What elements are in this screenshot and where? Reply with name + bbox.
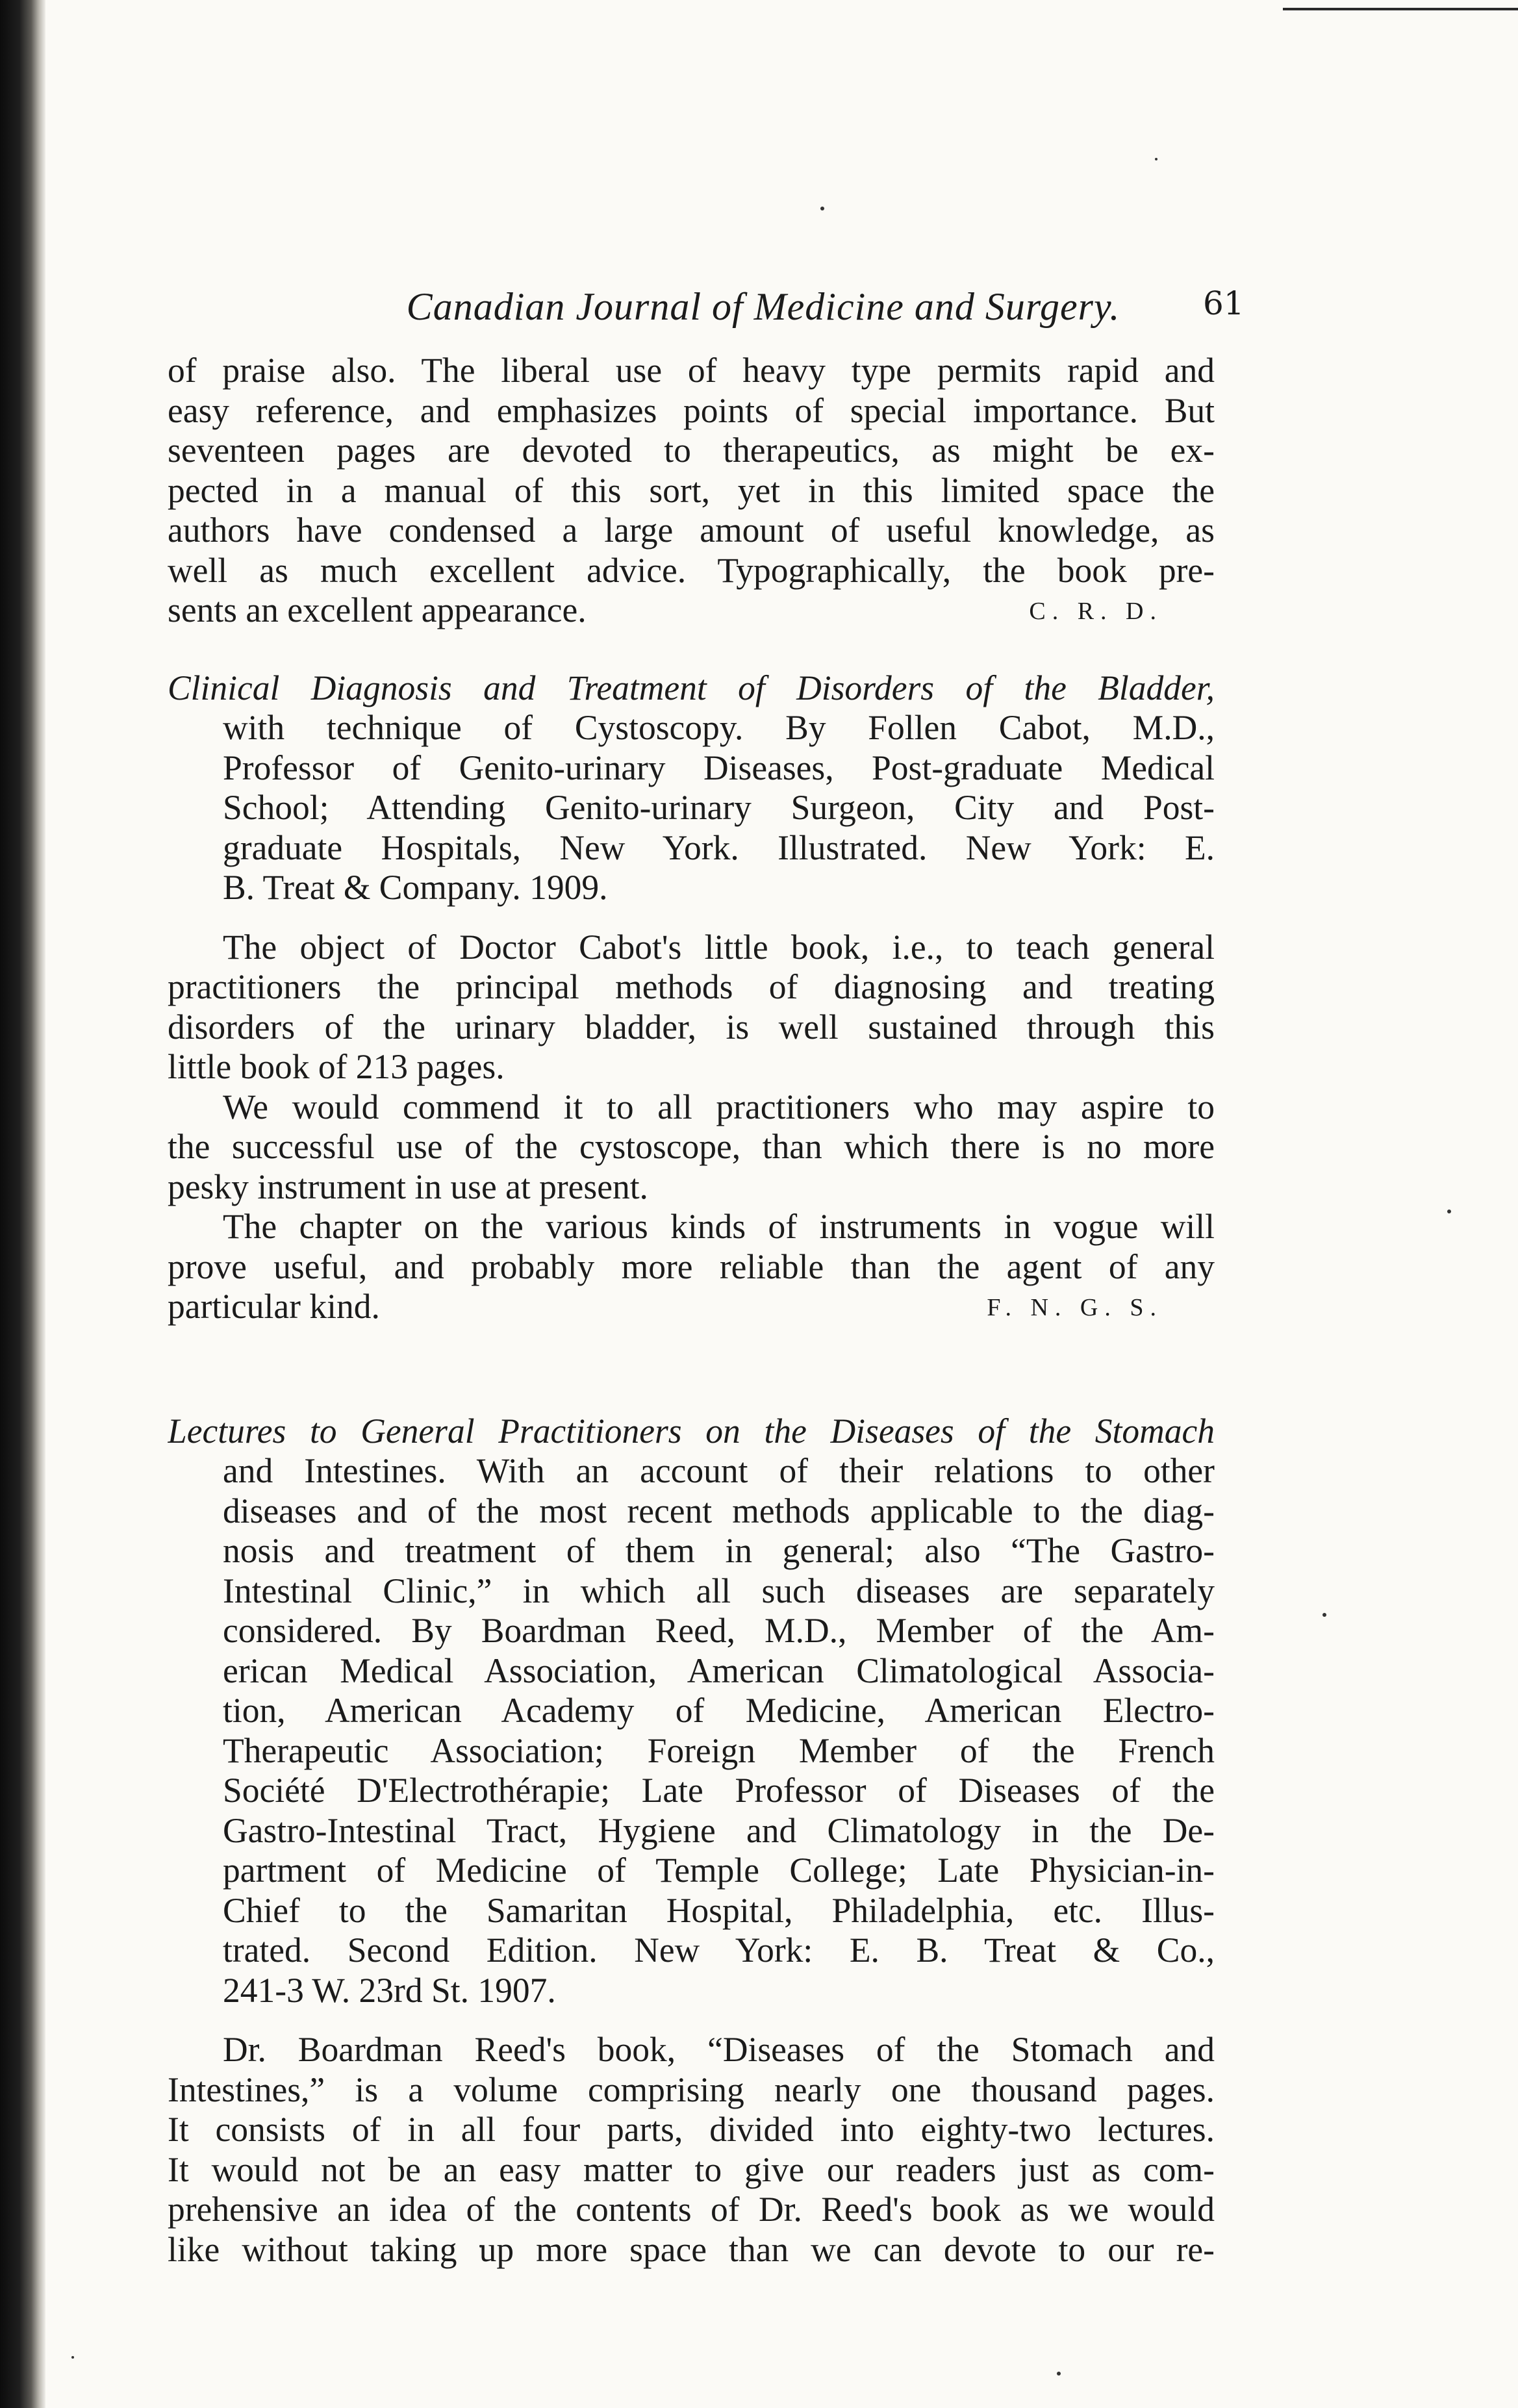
text-line: little book of 213 pages.	[168, 1047, 505, 1086]
citation-line: diseases and of the most recent methods applicable to the diag-	[223, 1491, 1215, 1530]
citation-line: trated. Second Edition. New York: E. B. Treat & Co.,	[223, 1931, 1215, 1970]
text-line: pected in a manual of this sort, yet in this limited space the	[168, 470, 1215, 510]
running-title: Canadian Journal of Medicine and Surgery.	[406, 285, 1120, 328]
citation-line: Professor of Genito-urinary Diseases, Post-graduate Medical	[223, 748, 1215, 787]
text-line: like without taking up more space than we can devote to our re-	[168, 2229, 1215, 2269]
citation-line: with technique of Cystoscopy. By Follen Cabot, M.D.,	[223, 708, 1215, 747]
citation-line: erican Medical Association, American Climatological Associa-	[223, 1651, 1215, 1690]
text-line: prehensive an idea of the contents of Dr. Reed's book as we would	[168, 2190, 1215, 2229]
reviewer-initials: F. N. G. S.	[987, 1294, 1163, 1321]
intro-paragraph	[168, 351, 1215, 631]
text-line: The chapter on the various kinds of instruments in vogue will	[223, 1207, 1215, 1246]
text-line: practitioners the principal methods of diagnosing and treating	[168, 967, 1215, 1006]
citation-line: considered. By Boardman Reed, M.D., Member of the Am-	[223, 1611, 1215, 1650]
citation-line: and Intestines. With an account of their relations to other	[223, 1451, 1215, 1490]
scan-speck	[1155, 158, 1157, 160]
citation-line: graduate Hospitals, New York. Illustrated. New York: E.	[223, 828, 1215, 867]
book-title: Lectures to General Practitioners on the Diseases of the Stomach	[168, 1411, 1215, 1451]
citation-line: Chief to the Samaritan Hospital, Philadelphia, etc. Illus-	[223, 1890, 1215, 1930]
scan-speck	[71, 2356, 74, 2359]
text-line: the successful use of the cystoscope, than which there is no more	[168, 1127, 1215, 1166]
text-line: Dr. Boardman Reed's book, “Diseases of the Stomach and	[223, 2030, 1215, 2069]
text-line: The object of Doctor Cabot's little book, i.e., to teach general	[223, 927, 1215, 967]
book-title: Clinical Diagnosis and Treatment of Disorders of the Bladder,	[168, 668, 1215, 707]
scan-speck	[1322, 1613, 1326, 1617]
text-line: disorders of the urinary bladder, is well sustained through this	[168, 1007, 1215, 1046]
text-line: authors have condensed a large amount of useful knowledge, as	[168, 511, 1215, 550]
citation-line: Therapeutic Association; Foreign Member of the French	[223, 1730, 1215, 1770]
citation-line: tion, American Academy of Medicine, American Electro-	[223, 1691, 1215, 1730]
text-line: particular kind.	[168, 1287, 380, 1326]
page-header	[0, 285, 1518, 336]
citation-line: B. Treat & Company. 1909.	[223, 868, 608, 907]
signature-line	[168, 590, 1215, 631]
text-line: easy reference, and emphasizes points of special importance. But	[168, 390, 1215, 430]
scan-binding-edge	[0, 0, 45, 2408]
citation-line: Gastro-Intestinal Tract, Hygiene and Climatology in the De-	[223, 1810, 1215, 1850]
reviewer-initials: C. R. D.	[1029, 598, 1163, 625]
top-rule	[1283, 8, 1518, 10]
text-line: Intestines,” is a volume comprising nearly one thousand pages.	[168, 2070, 1215, 2109]
page-number: 61	[1203, 285, 1245, 322]
citation-line: Intestinal Clinic,” in which all such diseases are separately	[223, 1571, 1215, 1610]
citation-line: partment of Medicine of Temple College; Late Physician-in-	[223, 1851, 1215, 1890]
text-line: pesky instrument in use at present.	[168, 1167, 648, 1206]
text-line: It would not be an easy matter to give our readers just as com-	[168, 2149, 1215, 2189]
text-line: prove useful, and probably more reliable than the agent of any	[168, 1247, 1215, 1286]
scan-speck	[820, 207, 824, 210]
citation-line: nosis and treatment of them in general; also “The Gastro-	[223, 1531, 1215, 1570]
page-text	[168, 351, 1215, 2270]
text-line: It consists of in all four parts, divided into eighty-two lectures.	[168, 2110, 1215, 2149]
scan-speck	[1057, 2372, 1061, 2376]
signature-line	[168, 1287, 1215, 1327]
review-cabot	[168, 668, 1215, 1327]
text-line: sents an excellent appearance.	[168, 590, 587, 629]
citation-line: 241-3 W. 23rd St. 1907.	[223, 1970, 556, 2010]
text-line: of praise also. The liberal use of heavy type permits rapid and	[168, 351, 1215, 390]
citation-line: Société D'Electrothérapie; Late Professor of Diseases of the	[223, 1771, 1215, 1810]
text-line: We would commend it to all practitioners who may aspire to	[223, 1087, 1215, 1126]
review-reed	[168, 1412, 1215, 2270]
citation-line: School; Attending Genito-urinary Surgeon, City and Post-	[223, 788, 1215, 827]
scan-speck	[1447, 1210, 1451, 1213]
text-line: seventeen pages are devoted to therapeutics, as might be ex-	[168, 431, 1215, 470]
text-line: well as much excellent advice. Typographically, the book pre-	[168, 550, 1215, 590]
